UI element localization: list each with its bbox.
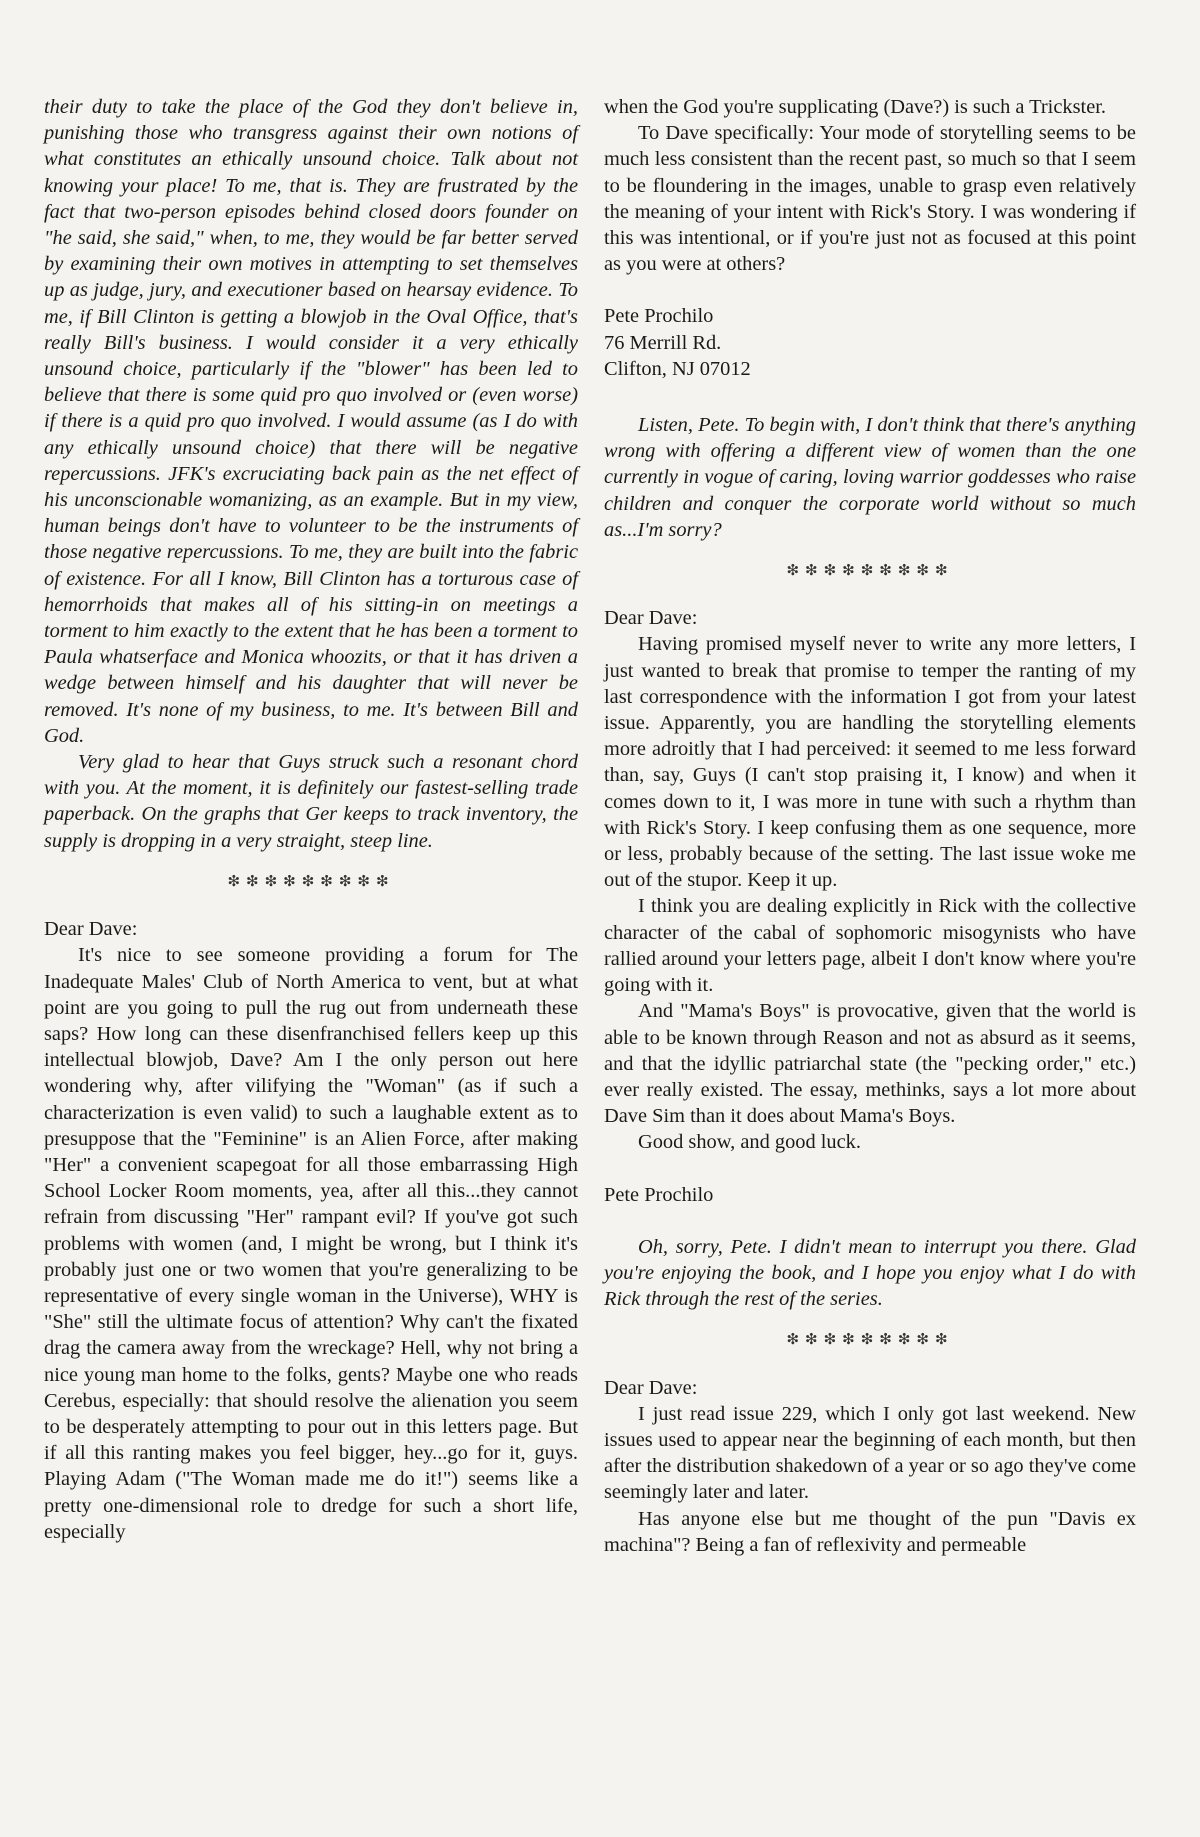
section-separator: ❇❇❇❇❇❇❇❇❇ (227, 871, 395, 890)
spacer (604, 1208, 1136, 1234)
letter-paragraph: Has anyone else but me thought of the pun "Davis ex machina"? Being a fan of reflexivity and permeable (604, 1507, 1136, 1556)
signature-street: 76 Merrill Rd. (604, 331, 722, 354)
spacer (604, 382, 1136, 412)
editor-reply: Oh, sorry, Pete. I didn't mean to interrupt you there. Glad you're enjoying the book, and I hope you enjoy what I do with Rick through the rest of the series. (604, 1235, 1136, 1311)
letter-salutation: Dear Dave: (44, 918, 138, 941)
editor-reply: their duty to take the place of the God they don't believe in, punishing those who transgress against their own notions of what constitutes an ethically unsound choice. Talk about not knowing your place! To me, that is. They are frustrated by the fact that two-person episodes behind closed doors founder on "he said, she said," when, to me, they would be far better served by examining their own motives in attempting to set themselves up as judge, jury, and executioner based on hearsay evidence. To me, if Bill Clinton is getting a blowjob in the Oval Office, that's really Bill's business. I would consider it a very ethically unsound choice, particularly if the "blower" has been led to believe that there is some quid pro quo involved or (even worse) if there is a quid pro quo involved. I would assume (as I do with any ethically unsound choice) that there will be negative repercussions. JFK's excruciating back pain as the net effect of his unconscionable womanizing, as an example. But in my view, human beings don't have to volunteer to be the instruments of those negative repercussions. To me, they are built into the fabric of existence. For all I know, Bill Clinton has a torturous case of hemorrhoids that makes all of his sitting-in on meetings a torment to him exactly to the extent that he has been a torment to Paula whatserface and Monica whoozits, or that it has driven a wedge between himself and his daughter that will never be removed. It's none of my business, to me. It's between Bill and God. (44, 96, 578, 747)
letter-paragraph: Good show, and good luck. (638, 1131, 861, 1154)
letter-paragraph: It's nice to see someone providing a forum for The Inadequate Males' Club of North America to vent, but at what point are you going to pull the rug out from underneath these saps? How long can these disenfranchised fellers keep up this intellectual blowjob, Dave? Am I the only person out here wondering why, after vilifying the "Woman" (as if such a characterization is even valid) to such a laughable extent as to presuppose that the "Feminine" is an Alien Force, after making "Her" a convenient scapegoat for all those embarrassing High School Locker Room moments, yea, after all this...they cannot refrain from discussing "Her" rampant evil? If you've got such problems with women (and, I might be wrong, but I think it's probably just one or two women that you're generalizing to be representative of every single woman in the Universe), WHY is "She" still the ultimate focus of attention? Why can't the fixated drag the camera away from the wreckage? Hell, why not bring a nice young man home to the folks, gents? Maybe one who reads Cerebus, especially: that should resolve the alienation you seem to be desperately attempting to pour out in this letters page. But if all this ranting makes you feel bigger, hey...go for it, guys. Playing Adam ("The Woman made me do it!") seems like a pretty one-dimensional role to dredge for such a short life, especially (44, 944, 578, 1543)
letter-paragraph: To Dave specifically: Your mode of storytelling seems to be much less consistent than the recent past, so much so that I seem to be floundering in the images, unable to grasp even relatively the meaning of your intent with Rick's Story. I was wondering if this was intentional, or if you're just not as focused at this point as you were at others? (604, 122, 1136, 276)
editor-reply: Very glad to hear that Guys struck such a resonant chord with you. At the moment, it is definitely our fastest-selling trade paperback. On the graphs that Ger keeps to track inventory, the supply is dropping in a very straight, steep line. (44, 751, 578, 852)
signature-name: Pete Prochilo (604, 1183, 714, 1206)
letter-paragraph: I just read issue 229, which I only got last weekend. New issues used to appear near the beginning of each month, but then after the distribution shakedown of a year or so ago they've come seemingly later and later. (604, 1402, 1136, 1504)
signature-name: Pete Prochilo (604, 305, 714, 328)
left-column (44, 94, 578, 1545)
spacer (604, 277, 1136, 303)
section-separator: ❇❇❇❇❇❇❇❇❇ (786, 561, 954, 580)
letter-paragraph: Having promised myself never to write any more letters, I just wanted to break that promise to temper the ranting of my last correspondence with the information I got from your latest issue. Apparently, you are handling the storytelling elements more adroitly that I had perceived: it seemed to me less forward than, say, Guys (I can't stop praising it, I know) and when it comes down to it, I was more in tune with such a rhythm than with Rick's Story. I keep confusing them as one sequence, more or less, probably because of the setting. The last issue woke me out of the stupor. Keep it up. (604, 633, 1136, 892)
editor-reply: Listen, Pete. To begin with, I don't think that there's anything wrong with offering a different view of women than the one currently in vogue of caring, loving warrior goddesses who raise children and conquer the corporate world without so much as...I'm sorry? (604, 414, 1136, 541)
section-separator: ❇❇❇❇❇❇❇❇❇ (786, 1330, 954, 1349)
signature-city: Clifton, NJ 07012 (604, 357, 751, 380)
letter-salutation: Dear Dave: (604, 607, 698, 630)
letter-salutation: Dear Dave: (604, 1376, 698, 1399)
right-column (604, 94, 1136, 1558)
letter-paragraph: when the God you're supplicating (Dave?) is such a Trickster. (604, 96, 1107, 118)
spacer (604, 1156, 1136, 1182)
letter-paragraph: I think you are dealing explicitly in Rick with the collective character of the cabal of sophomoric misogynists who have rallied around your letters page, albeit I don't know where you're going with it. (604, 895, 1136, 997)
letter-paragraph: And "Mama's Boys" is provocative, given that the world is able to be known through Reason and not as absurd as it seems, and that the idyllic patriarchal state (the "pecking order," etc.) ever really existed. The essay, methinks, says a lot more about Dave Sim than it does about Mama's Boys. (604, 1000, 1136, 1128)
